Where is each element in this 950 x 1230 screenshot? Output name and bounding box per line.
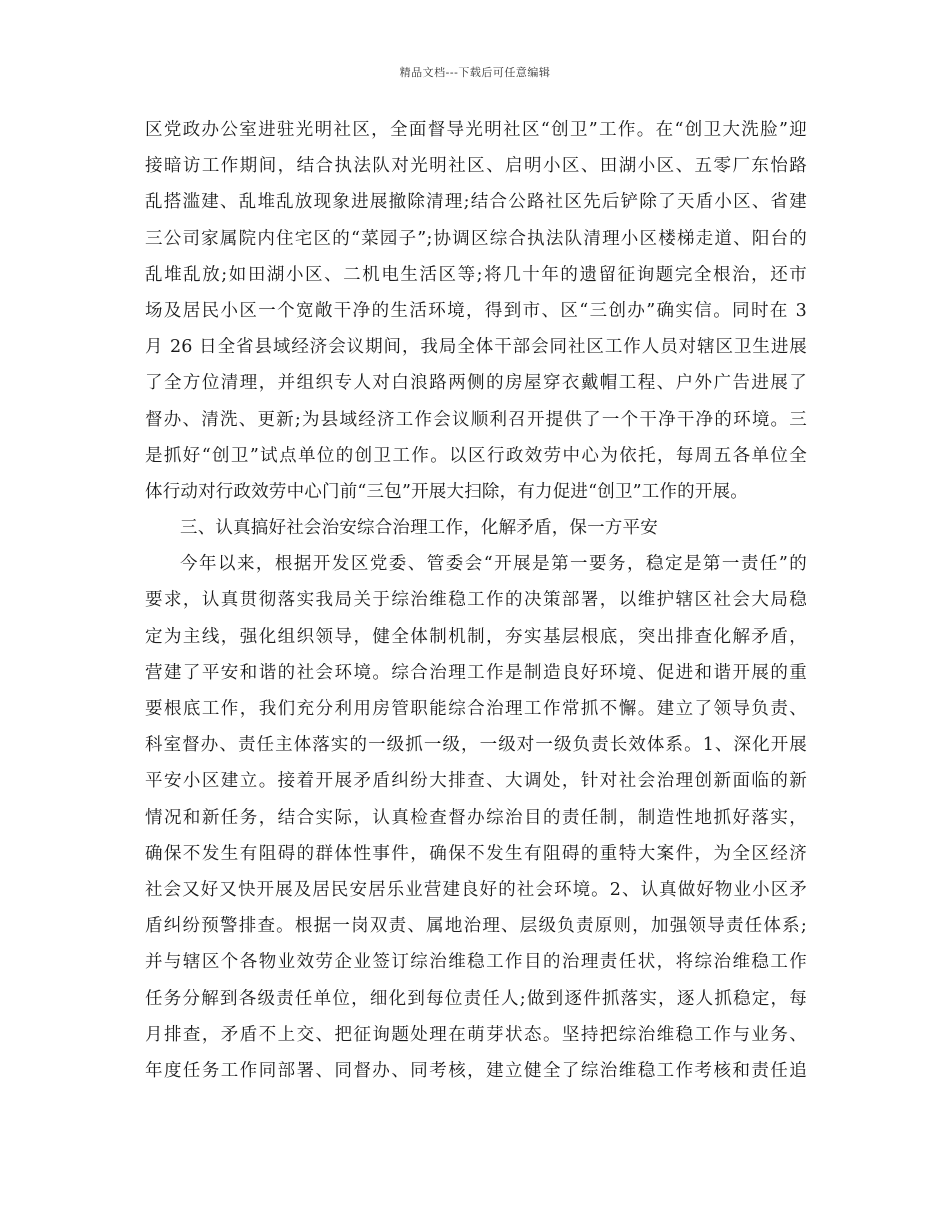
text-line: 三、认真搞好社会治安综合治理工作，化解矛盾，保一方平安: [180, 518, 658, 539]
text-line: 年度任务工作同部署、同督办、同考核，建立健全了综治维稳工作考核和责任追: [145, 1060, 807, 1081]
page-header: 精品文档---下载后可任意编辑: [399, 66, 551, 79]
text-line: 乱搭滥建、乱堆乱放现象进展撤除清理;结合公路社区先后铲除了天盾小区、省建: [145, 192, 807, 213]
text-line: 乱堆乱放;如田湖小区、二机电生活区等;将几十年的遗留征询题完全根治，还市: [145, 264, 807, 285]
document-body: [145, 112, 807, 1089]
text-line: 平安小区建立。接着开展矛盾纠纷大排查、大调处，针对社会治理创新面临的新: [145, 771, 807, 792]
text-line: 科室督办、责任主体落实的一级抓一级，一级对一级负责长效体系。1、深化开展: [145, 735, 807, 756]
text-line: 区党政办公室进驻光明社区，全面督导光明社区“创卫”工作。在“创卫大洗脸”迎: [145, 120, 807, 140]
text-line: 任务分解到各级责任单位，细化到每位责任人;做到逐件抓落实，逐人抓稳定，每: [145, 988, 807, 1009]
text-line: 要求，认真贯彻落实我局关于综治维稳工作的决策部署，以维护辖区社会大局稳: [145, 590, 807, 611]
text-line: 盾纠纷预警排查。根据一岗双责、属地治理、层级负责原则，加强领导责任体系;: [145, 916, 807, 937]
text-line: 定为主线，强化组织领导，健全体制机制，夯实基层根底，突出排查化解矛盾，: [145, 626, 807, 647]
text-line: 是抓好“创卫”试点单位的创卫工作。以区行政效劳中心为依托，每周五各单位全: [145, 445, 807, 466]
text-line: 确保不发生有阻碍的群体性事件，确保不发生有阻碍的重特大案件，为全区经济: [145, 843, 807, 864]
text-line: 营建了平安和谐的社会环境。综合治理工作是制造良好环境、促进和谐开展的重: [145, 662, 807, 683]
text-line: 体行动对行政效劳中心门前“三包”开展大扫除，有力促进“创卫”工作的开展。: [145, 481, 748, 502]
text-line: 三公司家属院内住宅区的“菜园子”;协调区综合执法队清理小区楼梯走道、阳台的: [145, 228, 807, 249]
text-line: 社会又好又快开展及居民安居乐业营建良好的社会环境。2、认真做好物业小区矛: [145, 879, 807, 900]
text-line: 月 26 日全省县域经济会议期间，我局全体干部会同社区工作人员对辖区卫生进展: [145, 337, 807, 358]
text-line: 场及居民小区一个宽敞干净的生活环境，得到市、区“三创办”确实信。同时在 3: [145, 300, 807, 321]
text-line: 要根底工作，我们充分利用房管职能综合治理工作常抓不懈。建立了领导负责、: [145, 699, 807, 719]
text-line: 督办、清洗、更新;为县域经济工作会议顺利召开提供了一个干净干净的环境。三: [145, 409, 807, 430]
text-line: 接暗访工作期间，结合执法队对光明社区、启明小区、田湖小区、五零厂东怡路: [145, 156, 807, 177]
text-line: 情况和新任务，结合实际，认真检查督办综治目的责任制，制造性地抓好落实，: [145, 807, 807, 828]
text-line: 今年以来，根据开发区党委、管委会“开展是第一要务，稳定是第一责任”的: [180, 554, 807, 575]
text-line: 了全方位清理，并组织专人对白浪路两侧的房屋穿衣戴帽工程、户外广告进展了: [145, 373, 807, 394]
text-line: 并与辖区个各物业效劳企业签订综治维稳工作目的治理责任状，将综治维稳工作: [145, 952, 807, 973]
text-line: 月排查，矛盾不上交、把征询题处理在萌芽状态。坚持把综治维稳工作与业务、: [145, 1024, 807, 1045]
